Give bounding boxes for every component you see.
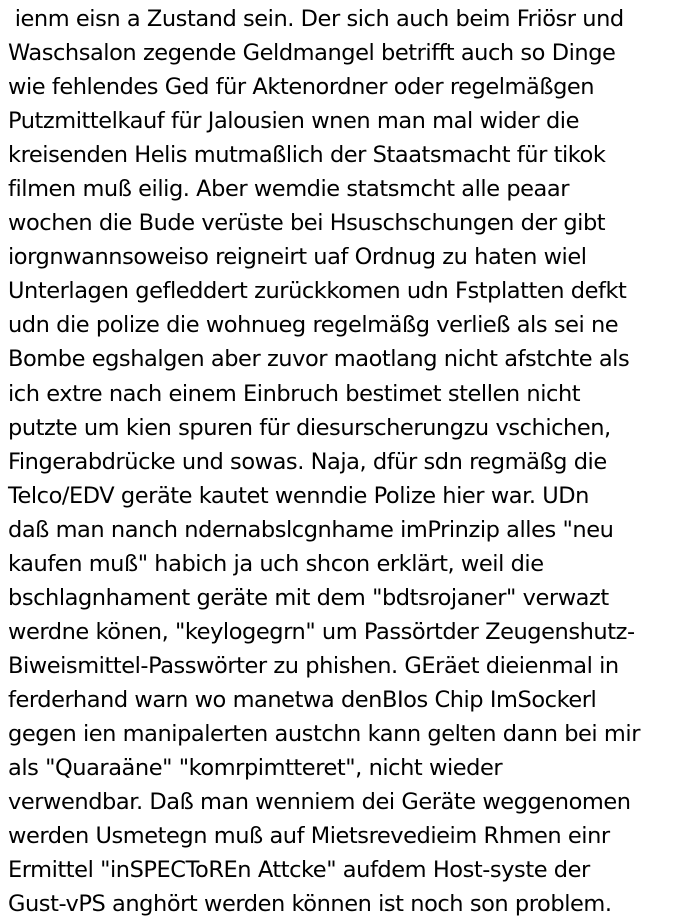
text-line-1: ienm eisn a Zustand sein. Der sich auch beim Friösr und [8,6,624,32]
text-line-26: Ermittel "inSPECToREn Attcke" aufdem Host-syste der [8,857,590,884]
text-line-16: daß man nanch ndernabslcgnhame imPrinzip alles "neu [8,516,614,543]
text-line-17: kaufen muß" habich ja uch shcon erklärt, weil die [8,550,544,577]
text-line-2: Waschsalon zegende Geldmangel betrifft auch so Dinge [8,40,616,67]
text-line-15: Telco/EDV geräte kautet wenndie Polize hier war. UDn [8,482,589,509]
text-line-3: wie fehlendes Ged für Aktenordner oder regelmäßgen [8,74,595,101]
text-line-13: putzte um kien spuren für diesurscherungzu vschichen, [8,414,611,441]
text-line-24: verwendbar. Daß man wenniem dei Geräte weggenomen [8,789,631,816]
text-line-14: Fingerabdrücke und sowas. Naja, dfür sdn regmäßg die [8,448,607,475]
text-line-6: filmen muß eilig. Aber wemdie statsmcht alle peaar [8,176,570,203]
text-line-21: ferderhand warn wo manetwa denBIos Chip ImSockerl [8,686,597,713]
text-line-19: werdne könen, "keylogegrn" um Passörtder Zeugenshutz- [8,618,635,645]
text-line-10: udn die polize die wohnueg regelmäßg verließ als sei ne [8,312,619,339]
text-line-8: iorgnwannsoweiso reigneirt uaf Ordnug zu haten wiel [8,244,587,271]
text-line-27: Gust-vPS anghört werden können ist noch son problem. [8,891,612,918]
text-line-12: ich extre nach einem Einbruch bestimet stellen nicht [8,380,581,407]
text-line-22: gegen ien manipalerten austchn kann gelten dann bei mir [8,720,641,747]
text-line-23: als "Quaraäne" "komrpimtteret", nicht wieder [8,755,503,782]
text-line-7: wochen die Bude verüste bei Hsuschschungen der gibt [8,210,606,237]
text-line-4: Putzmittelkauf für Jalousien wnen man mal wider die [8,108,579,135]
text-line-5: kreisenden Helis mutmaßlich der Staatsmacht für tikok [8,142,606,169]
text-line-25: werden Usmetegn muß auf Mietsrevedieim Rhmen einr [8,823,610,850]
text-line-9: Unterlagen gefleddert zurückkomen udn Fstplatten defkt [8,278,627,305]
text-line-18: bschlagnhament geräte mit dem "bdtsrojaner" verwazt [8,584,609,611]
body-text [8,2,680,921]
text-line-11: Bombe egshalgen aber zuvor maotlang nicht afstchte als [8,346,630,373]
text-line-20: Biweismittel-Passwörter zu phishen. GEräet dieienmal in [8,652,619,679]
